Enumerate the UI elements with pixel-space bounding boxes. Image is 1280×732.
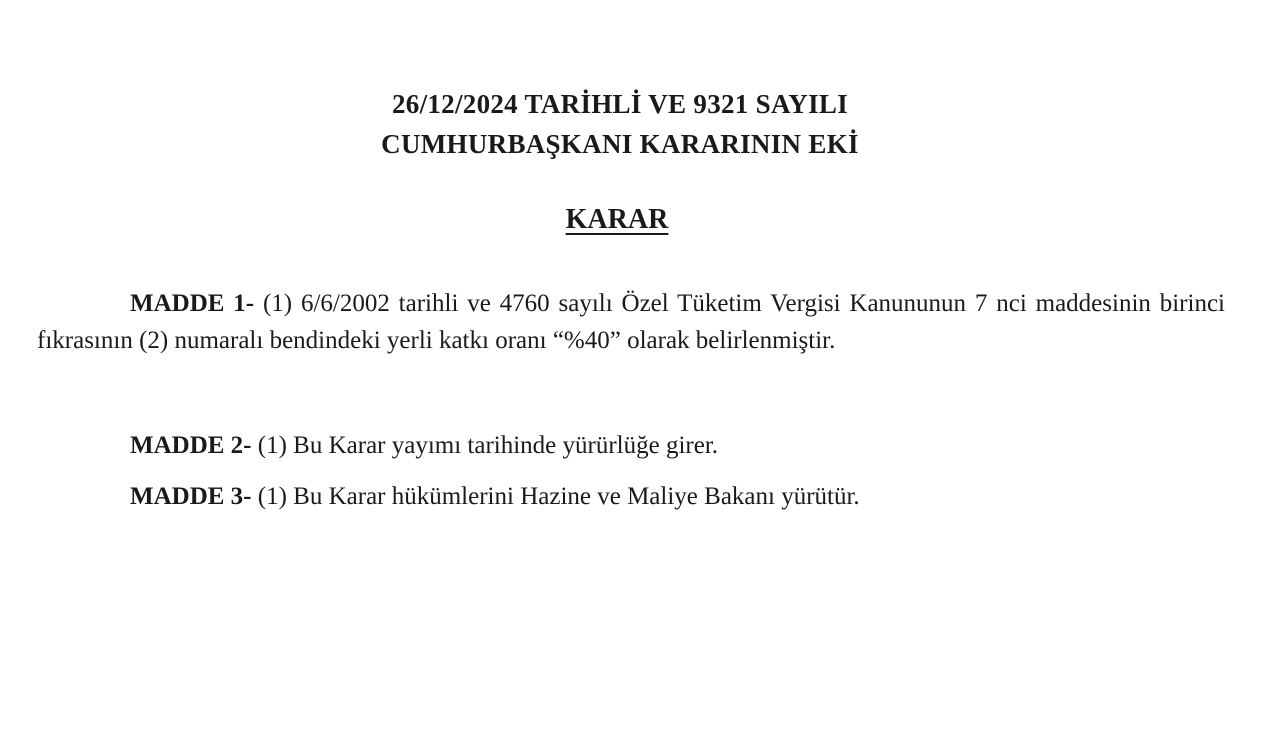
document-title-line-2: CUMHURBAŞKANI KARARININ EKİ bbox=[381, 129, 859, 159]
document-title-line-1: 26/12/2024 TARİHLİ VE 9321 SAYILI bbox=[391, 89, 849, 119]
article-3-text: (1) Bu Karar hükümlerini Hazine ve Maliye Bakanı yürütür. bbox=[257, 483, 860, 510]
article-3 bbox=[37, 478, 1225, 515]
article-1 bbox=[37, 285, 1225, 359]
document-heading: KARAR bbox=[565, 204, 669, 235]
article-2-text: (1) Bu Karar yayımı tarihinde yürürlüğe girer. bbox=[257, 432, 719, 459]
article-1-text: (1) 6/6/2002 tarihli ve 4760 sayılı Özel Tüketim Vergisi Kanununun 7 nci maddesinin birinci fıkrasının (2) numaralı bendindeki yerli katkı oranı “%40” olarak belirlenmiştir. bbox=[37, 290, 1225, 354]
article-3-label: MADDE 3- bbox=[130, 483, 252, 510]
article-1-label: MADDE 1- bbox=[130, 290, 255, 317]
article-2 bbox=[37, 427, 1225, 464]
article-2-label: MADDE 2- bbox=[130, 432, 252, 459]
